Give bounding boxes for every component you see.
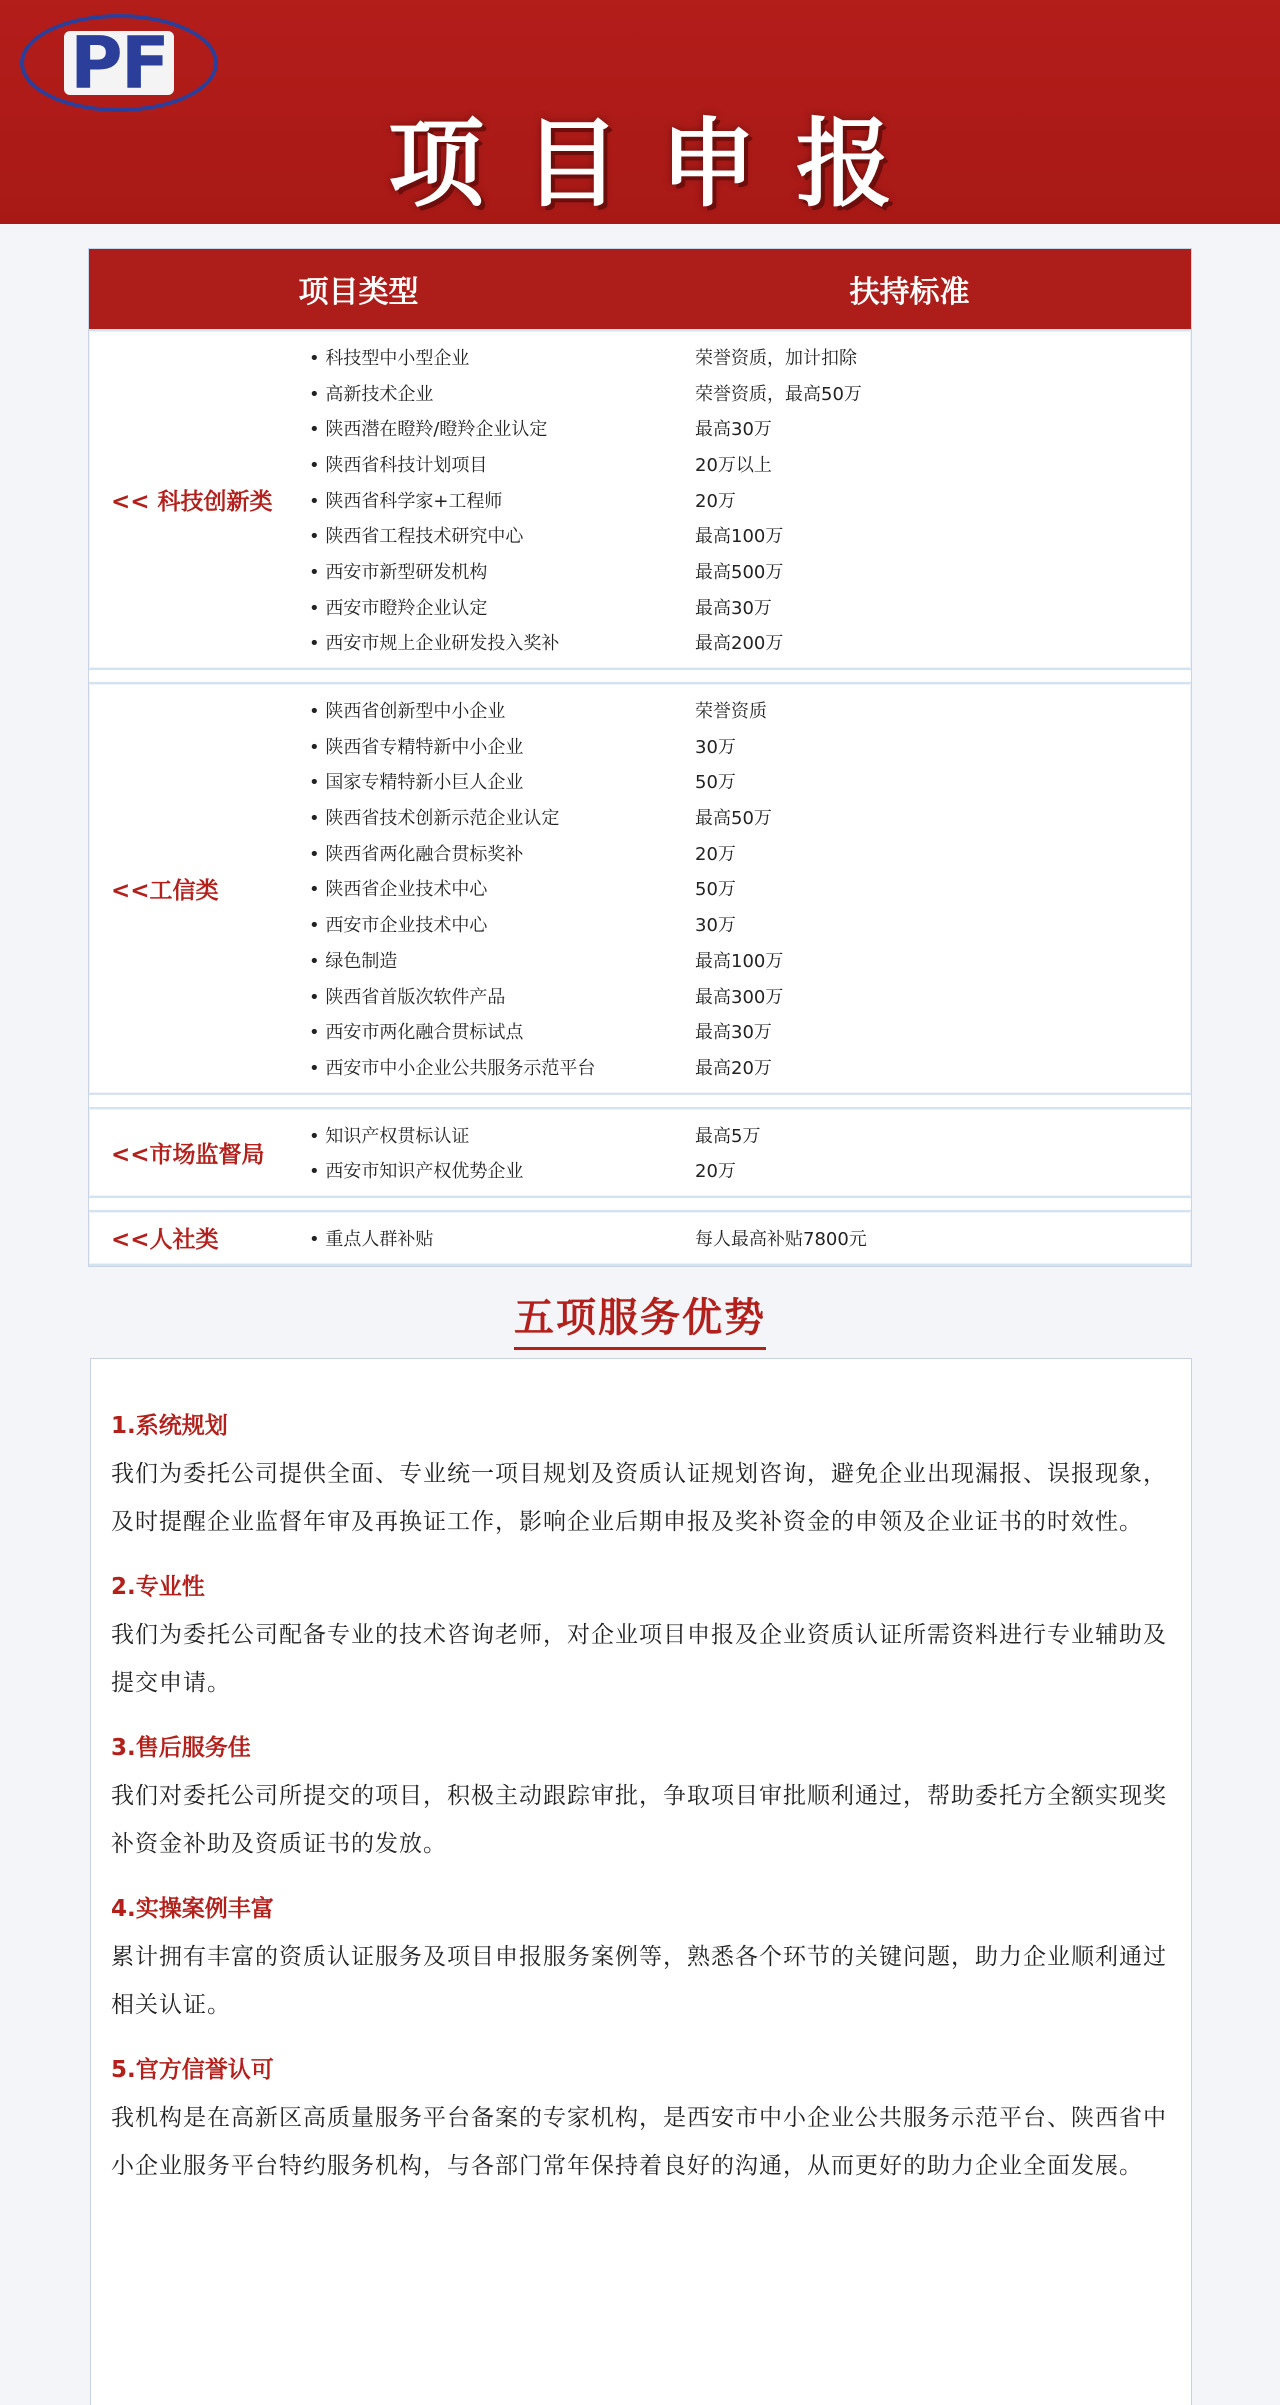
- table-row: [309, 589, 1191, 625]
- table-row: [309, 835, 1191, 871]
- category-label: <<市场监督局: [111, 1141, 265, 1168]
- project-name: • 科技型中小型企业: [309, 344, 695, 370]
- advantage-text: 我们为委托公司提供全面、专业统一项目规划及资质认证规划咨询，避免企业出现漏报、误报现象，及时提醒企业监督年审及再换证工作，影响企业后期申报及奖补资金的申领及企业证书的时效性。: [111, 1461, 1167, 1535]
- category-rows: [309, 1212, 1191, 1264]
- advantage-title: 4.实操案例丰富: [111, 1896, 274, 1922]
- column-header-type: 项目类型: [298, 275, 419, 310]
- support-standard: 荣誉资质，最高50万: [695, 383, 862, 405]
- support-standard: 最高500万: [695, 561, 784, 583]
- table-header: [89, 249, 1191, 329]
- project-name: • 西安市企业技术中心: [309, 911, 695, 937]
- advantage-text: 累计拥有丰富的资质认证服务及项目申报服务案例等，熟悉各个环节的关键问题，助力企业顺利通过相关认证。: [111, 1944, 1167, 2018]
- project-name: • 陕西省科技计划项目: [309, 451, 695, 477]
- table-row: [309, 1049, 1191, 1085]
- page-title: 项目申报: [388, 108, 932, 220]
- advantages-box: [90, 1358, 1192, 2405]
- support-standard: 最高100万: [695, 950, 784, 972]
- advantages-title-wrap: [0, 1286, 1280, 1350]
- category-group: [89, 1107, 1191, 1198]
- category-rows: [309, 1109, 1191, 1196]
- category-rows: [309, 331, 1191, 668]
- support-standard: 最高20万: [695, 1057, 772, 1079]
- support-standard: 最高30万: [695, 597, 772, 619]
- project-name: • 国家专精特新小巨人企业: [309, 768, 695, 794]
- project-name: • 西安市两化融合贯标试点: [309, 1018, 695, 1044]
- advantage-item: [111, 1729, 1171, 1868]
- project-name: • 陕西省专精特新中小企业: [309, 733, 695, 759]
- table-row: [309, 1117, 1191, 1153]
- project-name: • 陕西省两化融合贯标奖补: [309, 840, 695, 866]
- project-name: • 陕西省工程技术研究中心: [309, 522, 695, 548]
- advantage-item: [111, 1568, 1171, 1707]
- table-row: [309, 764, 1191, 800]
- project-name: • 高新技术企业: [309, 380, 695, 406]
- support-standard: 20万: [695, 490, 736, 512]
- table-row: [309, 906, 1191, 942]
- advantages-title: 五项服务优势: [514, 1286, 766, 1350]
- support-standard: 最高30万: [695, 1022, 772, 1044]
- table-body: [89, 329, 1191, 1266]
- logo-text: PF: [64, 31, 174, 95]
- support-standard: 最高300万: [695, 986, 784, 1008]
- table-row: [309, 1013, 1191, 1049]
- support-standard: 20万以上: [695, 454, 772, 476]
- table-row: [309, 339, 1191, 375]
- table-row: [309, 375, 1191, 411]
- support-standard: 20万: [695, 1161, 736, 1183]
- support-standard: 最高5万: [695, 1125, 761, 1147]
- project-name: • 西安市瞪羚企业认定: [309, 594, 695, 620]
- support-standard: 每人最高补贴7800元: [695, 1228, 867, 1250]
- table-row: [309, 978, 1191, 1014]
- advantage-title: 2.专业性: [111, 1574, 205, 1600]
- project-name: • 重点人群补贴: [309, 1225, 695, 1251]
- header-banner: [0, 0, 1280, 224]
- advantage-title: 3.售后服务佳: [111, 1735, 251, 1761]
- support-standard: 荣誉资质: [695, 701, 767, 723]
- support-standard: 50万: [695, 879, 736, 901]
- project-name: • 陕西省创新型中小企业: [309, 697, 695, 723]
- project-name: • 西安市新型研发机构: [309, 558, 695, 584]
- table-row: [309, 625, 1191, 661]
- project-table: [88, 248, 1192, 1267]
- project-name: • 陕西省技术创新示范企业认定: [309, 804, 695, 830]
- category-rows: [309, 684, 1191, 1093]
- table-row: [309, 446, 1191, 482]
- project-name: • 西安市知识产权优势企业: [309, 1157, 695, 1183]
- category-group: [89, 329, 1191, 670]
- project-name: • 陕西省首版次软件产品: [309, 983, 695, 1009]
- support-standard: 30万: [695, 915, 736, 937]
- project-name: • 陕西省科学家+工程师: [309, 487, 695, 513]
- project-name: • 西安市规上企业研发投入奖补: [309, 629, 695, 655]
- advantage-item: [111, 1407, 1171, 1546]
- advantage-text: 我们对委托公司所提交的项目，积极主动跟踪审批，争取项目审批顺利通过，帮助委托方全额实现奖补资金补助及资质证书的发放。: [111, 1783, 1167, 1857]
- project-name: • 知识产权贯标认证: [309, 1122, 695, 1148]
- support-standard: 20万: [695, 843, 736, 865]
- table-row: [309, 942, 1191, 978]
- category-label: <<人社类: [111, 1227, 219, 1254]
- table-row: [309, 1220, 1191, 1256]
- project-name: • 绿色制造: [309, 947, 695, 973]
- support-standard: 最高30万: [695, 419, 772, 441]
- column-header-standard: 扶持标准: [849, 275, 970, 310]
- table-row: [309, 553, 1191, 589]
- support-standard: 最高50万: [695, 808, 772, 830]
- category-label: << 科技创新类: [111, 489, 273, 516]
- table-row: [309, 517, 1191, 553]
- project-name: • 陕西省企业技术中心: [309, 875, 695, 901]
- table-row: [309, 410, 1191, 446]
- advantage-item: [111, 1890, 1171, 2029]
- category-group: [89, 1210, 1191, 1266]
- category-label: <<工信类: [111, 877, 219, 904]
- advantage-text: 我们为委托公司配备专业的技术咨询老师，对企业项目申报及企业资质认证所需资料进行专业辅助及提交申请。: [111, 1622, 1167, 1696]
- table-row: [309, 799, 1191, 835]
- table-row: [309, 871, 1191, 907]
- advantage-item: [111, 2051, 1171, 2190]
- advantage-text: 我机构是在高新区高质量服务平台备案的专家机构，是西安市中小企业公共服务示范平台、陕西省中小企业服务平台特约服务机构，与各部门常年保持着良好的沟通，从而更好的助力企业全面发展。: [111, 2105, 1167, 2179]
- project-name: • 西安市中小企业公共服务示范平台: [309, 1054, 695, 1080]
- advantage-title: 1.系统规划: [111, 1413, 228, 1439]
- table-row: [309, 482, 1191, 518]
- support-standard: 最高200万: [695, 633, 784, 655]
- support-standard: 50万: [695, 772, 736, 794]
- table-row: [309, 728, 1191, 764]
- support-standard: 荣誉资质，加计扣除: [695, 347, 857, 369]
- category-group: [89, 682, 1191, 1095]
- table-row: [309, 692, 1191, 728]
- support-standard: 30万: [695, 736, 736, 758]
- support-standard: 最高100万: [695, 526, 784, 548]
- project-name: • 陕西潜在瞪羚/瞪羚企业认定: [309, 415, 695, 441]
- table-row: [309, 1152, 1191, 1188]
- advantage-title: 5.官方信誉认可: [111, 2057, 274, 2083]
